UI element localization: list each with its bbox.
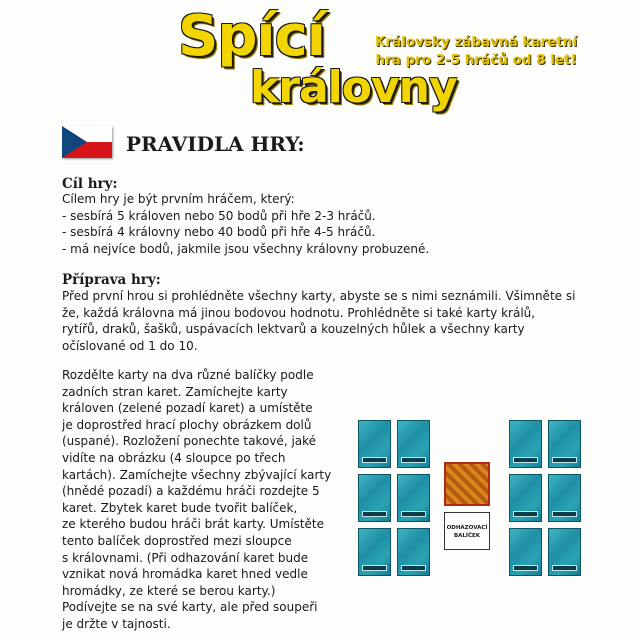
czech-flag-icon xyxy=(62,126,112,158)
discard-pile-label xyxy=(444,512,490,550)
tagline-line1: Královsky zábavná karetní xyxy=(375,34,577,50)
queen-card xyxy=(509,528,542,576)
queen-card xyxy=(397,528,430,576)
goal-line: - sesbírá 5 královen nebo 50 bodů při hře 2-3 hráčů. xyxy=(62,208,376,223)
queen-card xyxy=(509,474,542,522)
discard-label-line1: ODHAZOVACÍ xyxy=(446,525,488,531)
setup-line: vidíte na obrázku (4 sloupce po třech xyxy=(62,450,286,465)
goal-line: Cílem hry je být prvním hráčem, který: xyxy=(62,192,295,206)
queen-card xyxy=(548,528,581,576)
queen-card xyxy=(358,420,391,468)
setup-line: ze kterého budou hráči brát karty. Umístěte xyxy=(62,517,324,532)
logo-title-line1: Spící xyxy=(178,4,326,69)
prep-line: Před první hrou si prohlédněte všechny karty, abyste se s nimi seznámili. Všimněte si xyxy=(62,289,576,303)
setup-line: zadních stran karet. Zamíchejte karty xyxy=(62,384,288,399)
queen-card xyxy=(397,420,430,468)
setup-line: je doprostřed hrací plochy obrázkem dolů xyxy=(62,417,312,432)
setup-line: je držte v tajnosti. xyxy=(62,616,171,631)
setup-line: kartách). Zamíchejte všechny zbývající karty xyxy=(62,467,332,482)
prep-line: rytířů, draků, šašků, uspávacích lektvarů a kouzelných hůlek a všechny karty xyxy=(62,322,525,337)
setup-line: (uspané). Rozložení ponechte takové, jaké xyxy=(62,434,317,449)
setup-line: (hnědé pozadí) a každému hráči rozdejte 5 xyxy=(62,484,320,499)
page-heading: PRAVIDLA HRY: xyxy=(126,132,305,156)
setup-line: vznikat nová hromádka karet hned vedle xyxy=(62,567,308,582)
queen-card xyxy=(358,528,391,576)
setup-line: Rozdělte karty na dva různé balíčky podle xyxy=(62,368,314,382)
logo-title-line2: královny xyxy=(250,62,457,113)
goal-line: - sesbírá 4 královny nebo 40 bodů při hře 4-5 hráčů. xyxy=(62,225,376,240)
queen-card xyxy=(397,474,430,522)
setup-line: Podívejte se na své karty, ale před soupeři xyxy=(62,600,318,615)
prep-text xyxy=(62,288,575,354)
queen-card xyxy=(548,474,581,522)
tagline xyxy=(356,33,596,69)
card-layout-diagram xyxy=(356,418,636,638)
setup-line: karet. Zbytek karet bude tvořit balíček, xyxy=(62,500,298,515)
draw-deck xyxy=(444,462,490,506)
queen-card xyxy=(548,420,581,468)
setup-text xyxy=(62,367,331,633)
goal-line: - má nejvíce bodů, jakmile jsou všechny královny probuzené. xyxy=(62,241,430,256)
setup-line: hromádky, ze které se berou karty.) xyxy=(62,583,276,598)
discard-label-line2: BALÍČEK xyxy=(453,533,481,539)
prep-line: očíslované od 1 do 10. xyxy=(62,338,198,353)
tagline-line2: hra pro 2-5 hráčů od 8 let! xyxy=(375,52,577,68)
queen-card xyxy=(358,474,391,522)
prep-line: že, každá královna má jinou bodovou hodnotu. Prohlédněte si také karty králů, xyxy=(62,305,536,320)
setup-line: tento balíček doprostřed mezi sloupce xyxy=(62,533,292,548)
queen-card xyxy=(509,420,542,468)
prep-title: Příprava hry: xyxy=(62,272,161,288)
goal-text xyxy=(62,191,429,257)
setup-line: s královnami. (Při odhazování karet bude xyxy=(62,550,309,565)
goal-title: Cíl hry: xyxy=(62,176,118,192)
setup-line: královen (zelené pozadí karet) a umístěte xyxy=(62,401,313,416)
